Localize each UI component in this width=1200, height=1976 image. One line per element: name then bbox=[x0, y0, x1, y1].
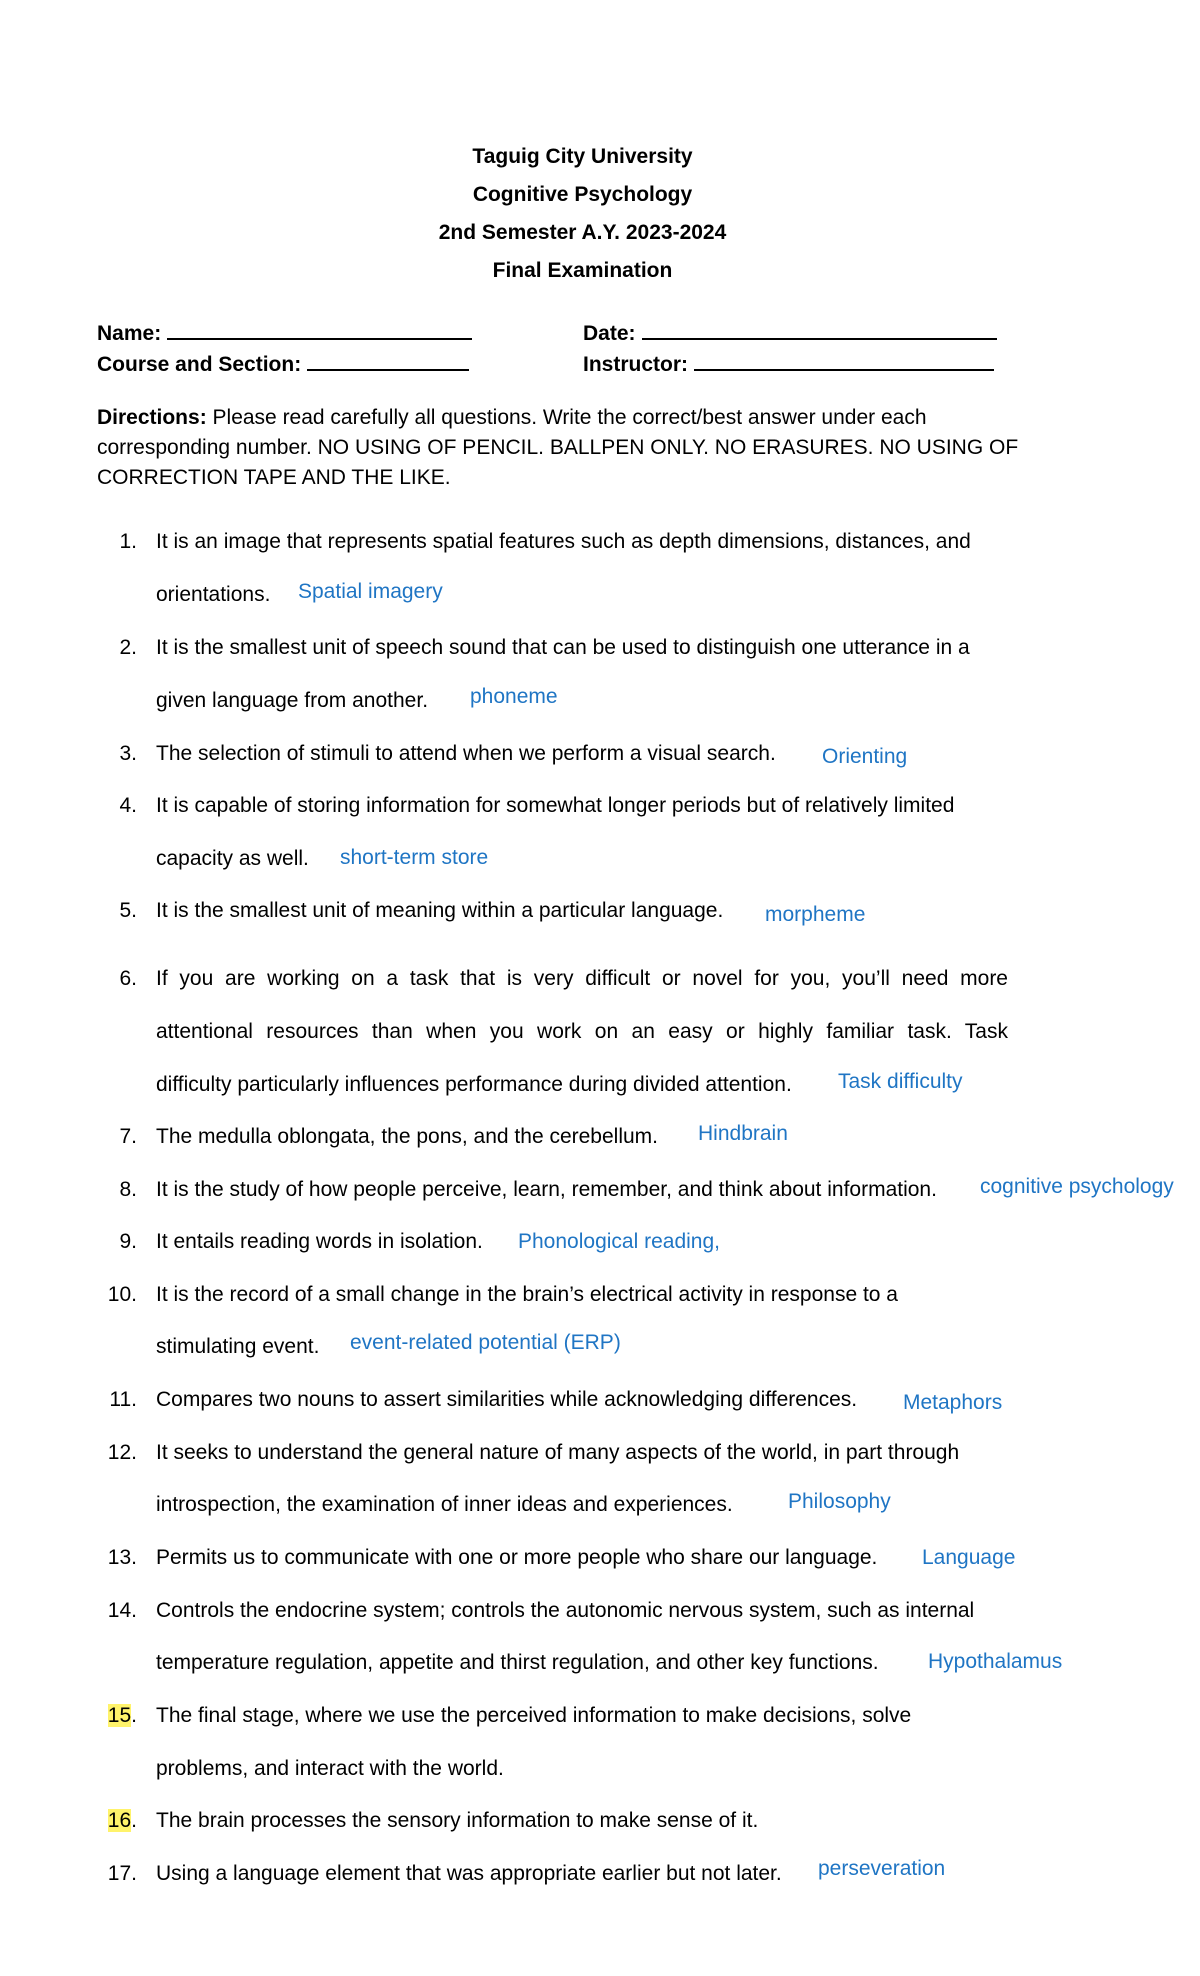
question-number: 16. bbox=[107, 1809, 137, 1832]
question-number: 4. bbox=[119, 794, 137, 817]
answer-text: short-term store bbox=[340, 846, 489, 869]
answer-text: Hypothalamus bbox=[928, 1650, 1063, 1673]
directions bbox=[97, 403, 1027, 493]
question-text: Compares two nouns to assert similarities while acknowledging differences. bbox=[156, 1388, 858, 1411]
question-text: It seeks to understand the general nature of many aspects of the world, in part through bbox=[156, 1441, 960, 1464]
answer-text: Phonological reading, bbox=[518, 1230, 720, 1253]
date-label: Date: bbox=[583, 322, 636, 345]
directions-label: Directions: bbox=[97, 406, 207, 429]
answer-text: event-related potential (ERP) bbox=[350, 1331, 621, 1354]
course-section-label: Course and Section: bbox=[97, 353, 302, 376]
highlighted-number: 16 bbox=[107, 1809, 132, 1832]
question-text: It is the record of a small change in the brain’s electrical activity in response to a bbox=[156, 1283, 898, 1306]
question-text: capacity as well. bbox=[156, 847, 309, 870]
question-number: 10. bbox=[107, 1283, 137, 1306]
question-number: 5. bbox=[119, 899, 137, 922]
semester: 2nd Semester A.Y. 2023-2024 bbox=[438, 221, 727, 244]
question-text: The selection of stimuli to attend when we perform a visual search. bbox=[156, 742, 776, 765]
question-text: attentional resources than when you work on an easy or highly familiar task. Task bbox=[156, 1020, 1008, 1043]
directions-text: Please read carefully all questions. Write the correct/best answer under each corresponding number. NO USING OF PENCIL. BALLPEN ONLY. NO ERASURES. NO USING OF CORRECTION TAPE AND THE LIKE. bbox=[97, 406, 1019, 489]
question-text: It entails reading words in isolation. bbox=[156, 1230, 483, 1253]
question-text: Using a language element that was appropriate earlier but not later. bbox=[156, 1862, 782, 1885]
question-text: It is the study of how people perceive, learn, remember, and think about information. bbox=[156, 1178, 937, 1201]
question-text: temperature regulation, appetite and thirst regulation, and other key functions. bbox=[156, 1651, 879, 1674]
name-blank[interactable] bbox=[167, 320, 472, 340]
course-section-field[interactable] bbox=[97, 351, 469, 377]
question-number: 3. bbox=[119, 742, 137, 765]
instructor-field[interactable] bbox=[583, 351, 994, 377]
question-text: given language from another. bbox=[156, 689, 429, 712]
question-text: introspection, the examination of inner ideas and experiences. bbox=[156, 1493, 733, 1516]
highlighted-number: 15 bbox=[107, 1704, 132, 1727]
question-text: It is an image that represents spatial features such as depth dimensions, distances, and bbox=[156, 530, 971, 553]
answer-text: morpheme bbox=[765, 903, 866, 926]
question-number: 11. bbox=[109, 1388, 137, 1411]
instructor-label: Instructor: bbox=[583, 353, 688, 376]
university-name: Taguig City University bbox=[472, 145, 693, 168]
answer-text: Philosophy bbox=[788, 1490, 891, 1513]
course-section-blank[interactable] bbox=[307, 351, 469, 371]
question-number: 17. bbox=[107, 1862, 137, 1885]
date-field[interactable] bbox=[583, 320, 997, 346]
question-text: It is capable of storing information for somewhat longer periods but of relatively limited bbox=[156, 794, 955, 817]
question-text: Controls the endocrine system; controls the autonomic nervous system, such as internal bbox=[156, 1599, 975, 1622]
answer-text: Hindbrain bbox=[698, 1122, 788, 1145]
question-number: 13. bbox=[107, 1546, 137, 1569]
question-text: The final stage, where we use the perceived information to make decisions, solve bbox=[156, 1704, 912, 1727]
answer-text: cognitive psychology bbox=[980, 1175, 1174, 1198]
answer-text: Metaphors bbox=[903, 1391, 1003, 1414]
question-text: difficulty particularly influences performance during divided attention. bbox=[156, 1073, 792, 1096]
question-number: 15. bbox=[107, 1704, 137, 1727]
question-text: stimulating event. bbox=[156, 1335, 320, 1358]
question-text: It is the smallest unit of speech sound that can be used to distinguish one utterance in a bbox=[156, 636, 970, 659]
answer-text: Orienting bbox=[822, 745, 908, 768]
course-title: Cognitive Psychology bbox=[472, 183, 693, 206]
question-number: 7. bbox=[119, 1125, 137, 1148]
question-text: orientations. bbox=[156, 583, 271, 606]
question-number: 8. bbox=[119, 1178, 137, 1201]
question-number: 12. bbox=[107, 1441, 137, 1464]
question-number: 6. bbox=[119, 967, 137, 990]
answer-text: Spatial imagery bbox=[298, 580, 443, 603]
answer-text: Task difficulty bbox=[838, 1070, 963, 1093]
question-text: The medulla oblongata, the pons, and the cerebellum. bbox=[156, 1125, 659, 1148]
answer-text: perseveration bbox=[818, 1857, 946, 1880]
answer-text: Language bbox=[922, 1546, 1016, 1569]
question-text: The brain processes the sensory information to make sense of it. bbox=[156, 1809, 759, 1832]
question-text: Permits us to communicate with one or more people who share our language. bbox=[156, 1546, 878, 1569]
question-text: It is the smallest unit of meaning within a particular language. bbox=[156, 899, 724, 922]
answer-text: phoneme bbox=[470, 685, 558, 708]
question-number: 1. bbox=[119, 530, 137, 553]
instructor-blank[interactable] bbox=[694, 351, 994, 371]
question-text: problems, and interact with the world. bbox=[156, 1757, 504, 1780]
question-number: 14. bbox=[107, 1599, 137, 1622]
date-blank[interactable] bbox=[642, 320, 997, 340]
name-field[interactable] bbox=[97, 320, 472, 346]
name-label: Name: bbox=[97, 322, 162, 345]
exam-title: Final Examination bbox=[492, 259, 673, 282]
question-number: 2. bbox=[119, 636, 137, 659]
question-text: If you are working on a task that is very difficult or novel for you, you’ll need more bbox=[156, 967, 1008, 990]
question-number: 9. bbox=[119, 1230, 137, 1253]
